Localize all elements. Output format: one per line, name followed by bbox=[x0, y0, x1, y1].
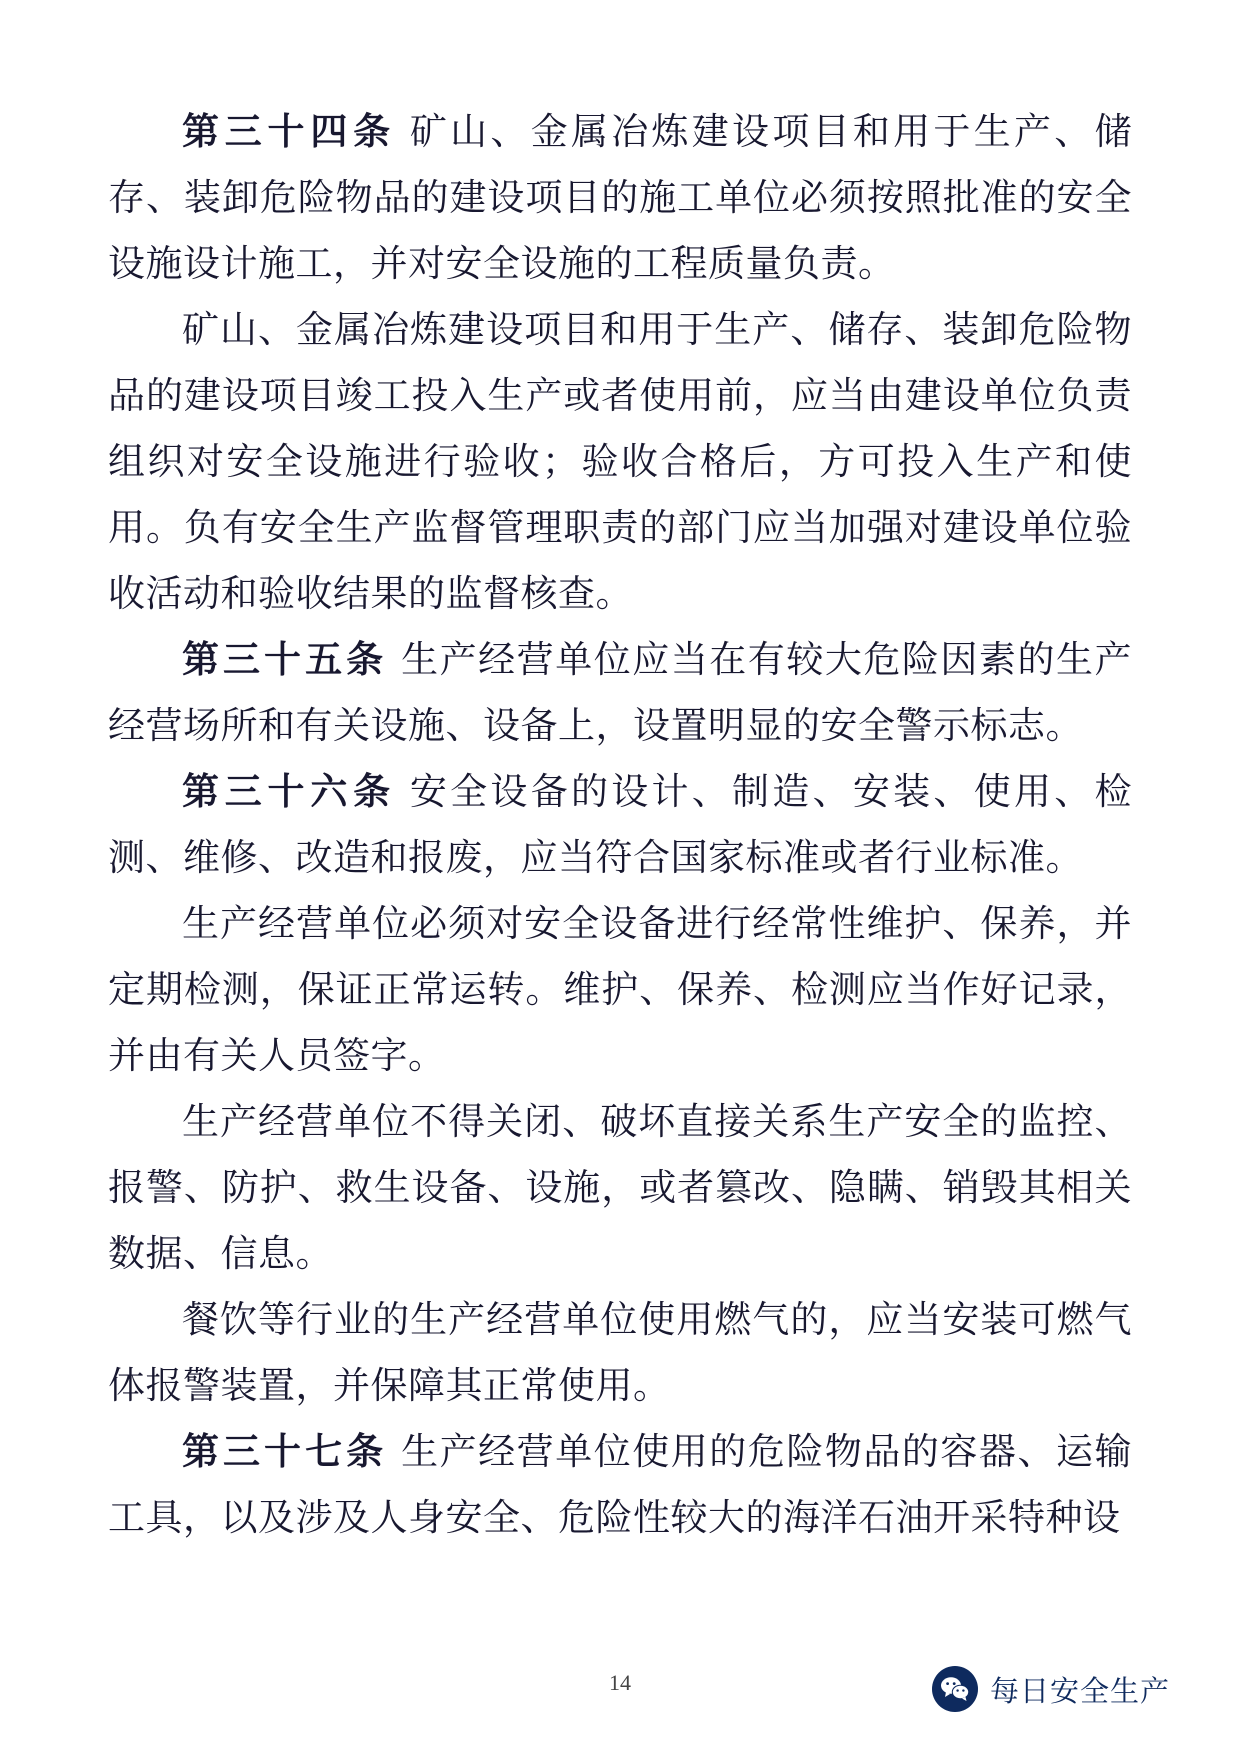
paragraph-text: 矿山、金属冶炼建设项目和用于生产、储存、装卸危险物品的建设项目竣工投入生产或者使用前，应当由建设单位负责组织对安全设施进行验收；验收合格后，方可投入生产和使用。负有安全生产监督管理职责的部门应当加强对建设单位验收活动和验收结果的监督核查。 bbox=[108, 310, 1132, 615]
paragraph-article-34 bbox=[108, 100, 1132, 298]
paragraph-text: 生产经营单位使用的危险物品的容器、运输工具，以及涉及人身安全、危险性较大的海洋石油开采特种设 bbox=[108, 1432, 1132, 1539]
wechat-account-badge[interactable] bbox=[932, 1666, 1170, 1712]
article-label-34: 第三十四条 bbox=[182, 112, 396, 153]
paragraph-article-37 bbox=[108, 1420, 1132, 1552]
paragraph-36-2 bbox=[108, 892, 1132, 1090]
document-body bbox=[108, 100, 1132, 1552]
article-label-37: 第三十七条 bbox=[182, 1432, 388, 1473]
page-footer bbox=[0, 1666, 1240, 1736]
paragraph-34-2 bbox=[108, 298, 1132, 628]
paragraph-article-36 bbox=[108, 760, 1132, 892]
page-number: 14 bbox=[609, 1670, 631, 1695]
paragraph-text: 矿山、金属冶炼建设项目和用于生产、储存、装卸危险物品的建设项目的施工单位必须按照批准的安全设施设计施工，并对安全设施的工程质量负责。 bbox=[108, 112, 1133, 285]
wechat-icon bbox=[932, 1666, 978, 1712]
paragraph-text: 餐饮等行业的生产经营单位使用燃气的，应当安装可燃气体报警装置，并保障其正常使用。 bbox=[108, 1300, 1132, 1407]
paragraph-text: 生产经营单位应当在有较大危险因素的生产经营场所和有关设施、设备上，设置明显的安全警示标志。 bbox=[108, 640, 1132, 747]
paragraph-text: 生产经营单位不得关闭、破坏直接关系生产安全的监控、报警、防护、救生设备、设施，或者篡改、隐瞒、销毁其相关数据、信息。 bbox=[108, 1102, 1132, 1275]
paragraph-article-35 bbox=[108, 628, 1132, 760]
article-label-36: 第三十六条 bbox=[182, 772, 396, 813]
paragraph-text: 安全设备的设计、制造、安装、使用、检测、维修、改造和报废，应当符合国家标准或者行业标准。 bbox=[108, 772, 1133, 879]
wechat-account-name: 每日安全生产 bbox=[989, 1675, 1170, 1708]
paragraph-36-4 bbox=[108, 1288, 1132, 1420]
article-label-35: 第三十五条 bbox=[182, 640, 388, 681]
paragraph-text: 生产经营单位必须对安全设备进行经常性维护、保养，并定期检测，保证正常运转。维护、保养、检测应当作好记录，并由有关人员签字。 bbox=[108, 904, 1132, 1077]
paragraph-36-3 bbox=[108, 1090, 1132, 1288]
